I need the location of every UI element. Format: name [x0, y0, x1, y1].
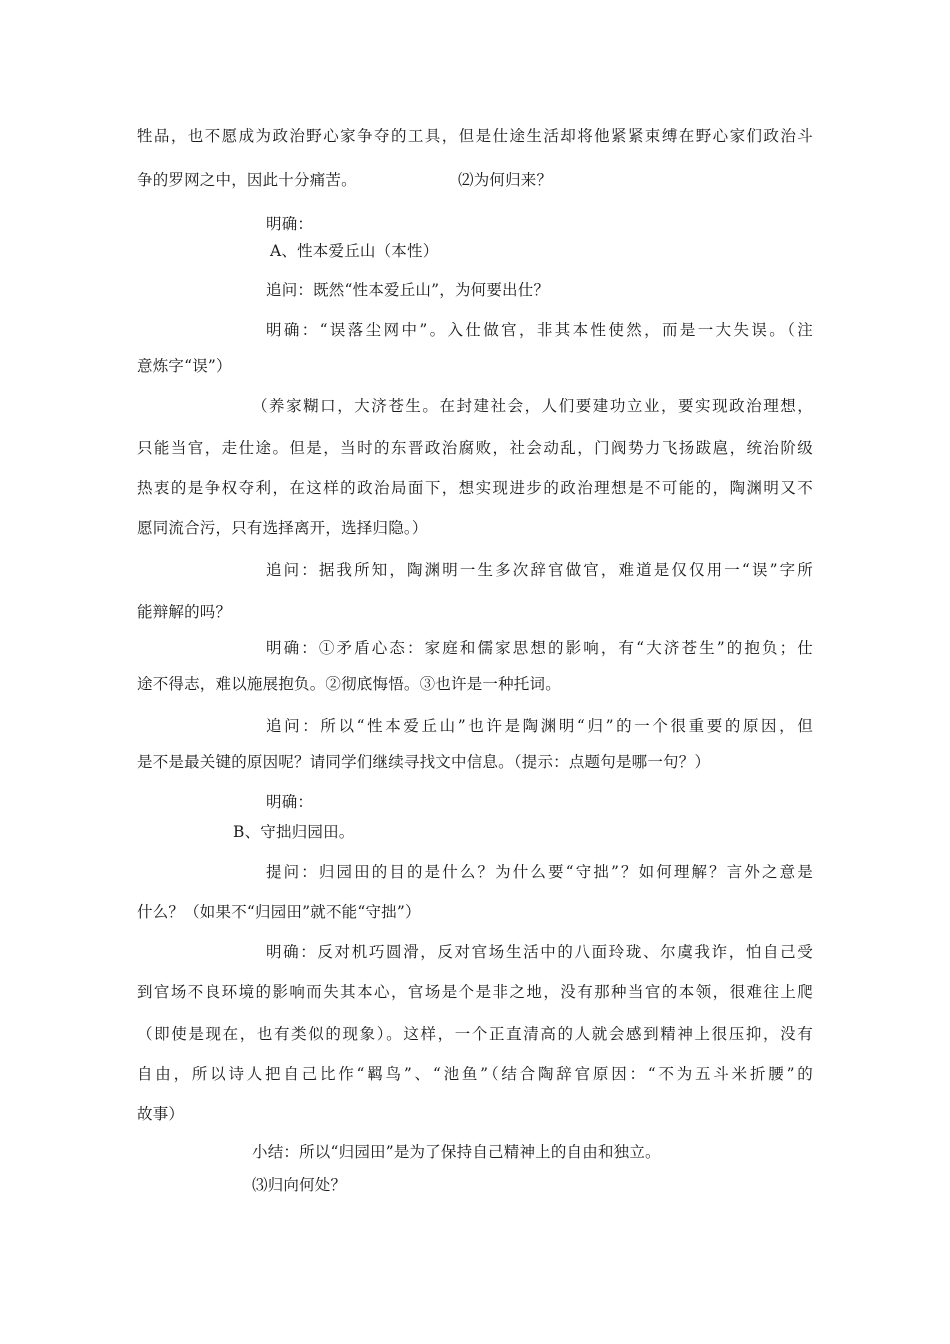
paragraph-line: 愿同流合污，只有选择离开，选择归隐。） [137, 519, 428, 537]
paragraph-line: 到官场不良环境的影响而失其本心，官场是个是非之地，没有那种当官的本领，很难往上爬 [137, 983, 813, 1001]
paragraph-line: 自由，所以诗人把自己比作“羁鸟”、“池鱼”（结合陶辞官原因：“不为五斗米折腰”的 [137, 1065, 813, 1083]
follow-up-question: 追问：既然“性本爱丘山”，为何要出仕？ [266, 281, 550, 299]
point-a: A、性本爱丘山（本性） [270, 242, 439, 260]
paragraph-line: 明确：“误落尘网中”。入仕做官，非其本性使然，而是一大失误。（注 [266, 321, 813, 339]
paragraph-line: 追问：据我所知，陶渊明一生多次辞官做官，难道是仅仅用一“误”字所 [266, 561, 813, 579]
paragraph-line: 热衷的是争权夺利，在这样的政治局面下，想实现进步的政治理想是不可能的，陶渊明又不 [137, 479, 813, 497]
point-b: B、守拙归园田。 [233, 823, 355, 841]
answer-label: 明确： [266, 215, 314, 233]
paragraph-line: （养家糊口，大济苍生。在封建社会，人们要建功立业，要实现政治理想， [252, 397, 813, 415]
paragraph-line: 能辩解的吗？ [137, 603, 232, 621]
section-heading: ⑶归向何处？ [252, 1176, 347, 1194]
paragraph-line: 途不得志，难以施展抱负。②彻底悔悟。③也许是一种托词。 [137, 675, 561, 693]
paragraph-line: 追问：所以“性本爱丘山”也许是陶渊明“归”的一个很重要的原因，但 [266, 717, 813, 735]
paragraph-line: 只能当官，走仕途。但是，当时的东晋政治腐败，社会动乱，门阀势力飞扬跋扈，统治阶级 [137, 439, 813, 457]
paragraph-line: 提问：归园田的目的是什么？为什么要“守拙”？如何理解？言外之意是 [266, 863, 813, 881]
paragraph-line: 争的罗网之中，因此十分痛苦。 [137, 171, 357, 189]
paragraph-line: 故事） [137, 1105, 185, 1123]
summary-line: 小结：所以“归园田”是为了保持自己精神上的自由和独立。 [252, 1143, 661, 1161]
paragraph-line: 明确：①矛盾心态：家庭和儒家思想的影响，有“大济苍生”的抱负；仕 [266, 639, 813, 657]
paragraph-line: 牲品，也不愿成为政治野心家争夺的工具，但是仕途生活却将他紧紧束缚在野心家们政治斗 [137, 127, 813, 145]
answer-label: 明确： [266, 793, 314, 811]
paragraph-line: 什么？（如果不“归园田”就不能“守拙”） [137, 903, 421, 921]
paragraph-line: 明确：反对机巧圆滑，反对官场生活中的八面玲珑、尔虞我诈，怕自己受 [266, 943, 813, 961]
paragraph-line: 是不是最关键的原因呢？请同学们继续寻找文中信息。（提示：点题句是哪一句？） [137, 753, 711, 771]
paragraph-line: 意炼字“误”） [137, 357, 232, 375]
section-heading: ⑵为何归来？ [458, 171, 553, 189]
paragraph-line: （即使是现在，也有类似的现象）。这样，一个正直清高的人就会感到精神上很压抑，没有 [137, 1025, 813, 1043]
